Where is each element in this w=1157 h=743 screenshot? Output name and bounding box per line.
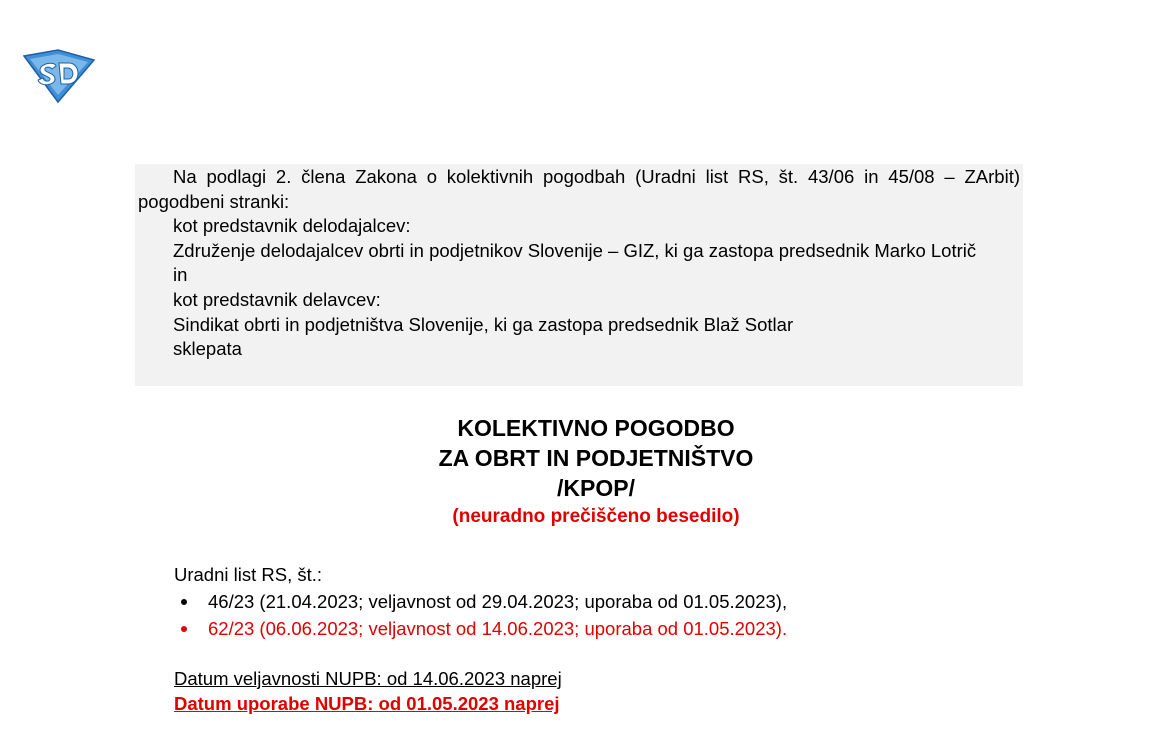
gazette-label: Uradni list RS, št.: (174, 564, 323, 585)
title-line-1: KOLEKTIVNO POGODBO (457, 415, 735, 441)
validity-dates (174, 666, 562, 716)
title-line-2: ZA OBRT IN PODJETNIŠTVO (438, 445, 754, 471)
title-line-3: /KPOP/ (557, 475, 635, 501)
preamble-box (135, 164, 1023, 386)
preamble-paragraph-law: Na podlagi 2. člena Zakona o kolektivnih pogodbah (Uradni list RS, št. 43/06 in 45/08 – ZArbit) pogodbeni stranki: (138, 166, 1020, 212)
preamble-paragraph-conclude: sklepata (173, 338, 242, 360)
gazette-item-text: 62/23 (06.06.2023; veljavnost od 14.06.2023; uporaba od 01.05.2023). (208, 618, 788, 639)
gazette-item-text: 46/23 (21.04.2023; veljavnost od 29.04.2023; uporaba od 01.05.2023), (208, 591, 788, 612)
preamble-paragraph-and: in (173, 264, 188, 286)
gazette-references (174, 562, 1024, 642)
document-title (0, 413, 1157, 531)
preamble-paragraph-workers-label: kot predstavnik delavcev: (173, 288, 381, 310)
preamble-paragraph-employers-label: kot predstavnik delodajalcev: (173, 215, 411, 237)
gazette-item (174, 588, 1024, 615)
application-date: Datum uporabe NUPB: od 01.05.2023 naprej (174, 693, 560, 714)
sd-logo-icon (22, 48, 96, 104)
bullet-icon (181, 599, 187, 605)
preamble-paragraph-employers: Združenje delodajalcev obrti in podjetnikov Slovenije – GIZ, ki ga zastopa predsednik Marko Lotrič (173, 239, 977, 261)
logo-image (22, 48, 96, 104)
validity-date: Datum veljavnosti NUPB: od 14.06.2023 naprej (174, 668, 562, 689)
preamble-paragraph-workers: Sindikat obrti in podjetništva Slovenije, ki ga zastopa predsednik Blaž Sotlar (173, 313, 794, 335)
gazette-list (174, 588, 1024, 642)
gazette-item (174, 615, 1024, 642)
bullet-icon (181, 626, 187, 632)
document-subtitle: (neuradno prečiščeno besedilo) (452, 506, 740, 527)
